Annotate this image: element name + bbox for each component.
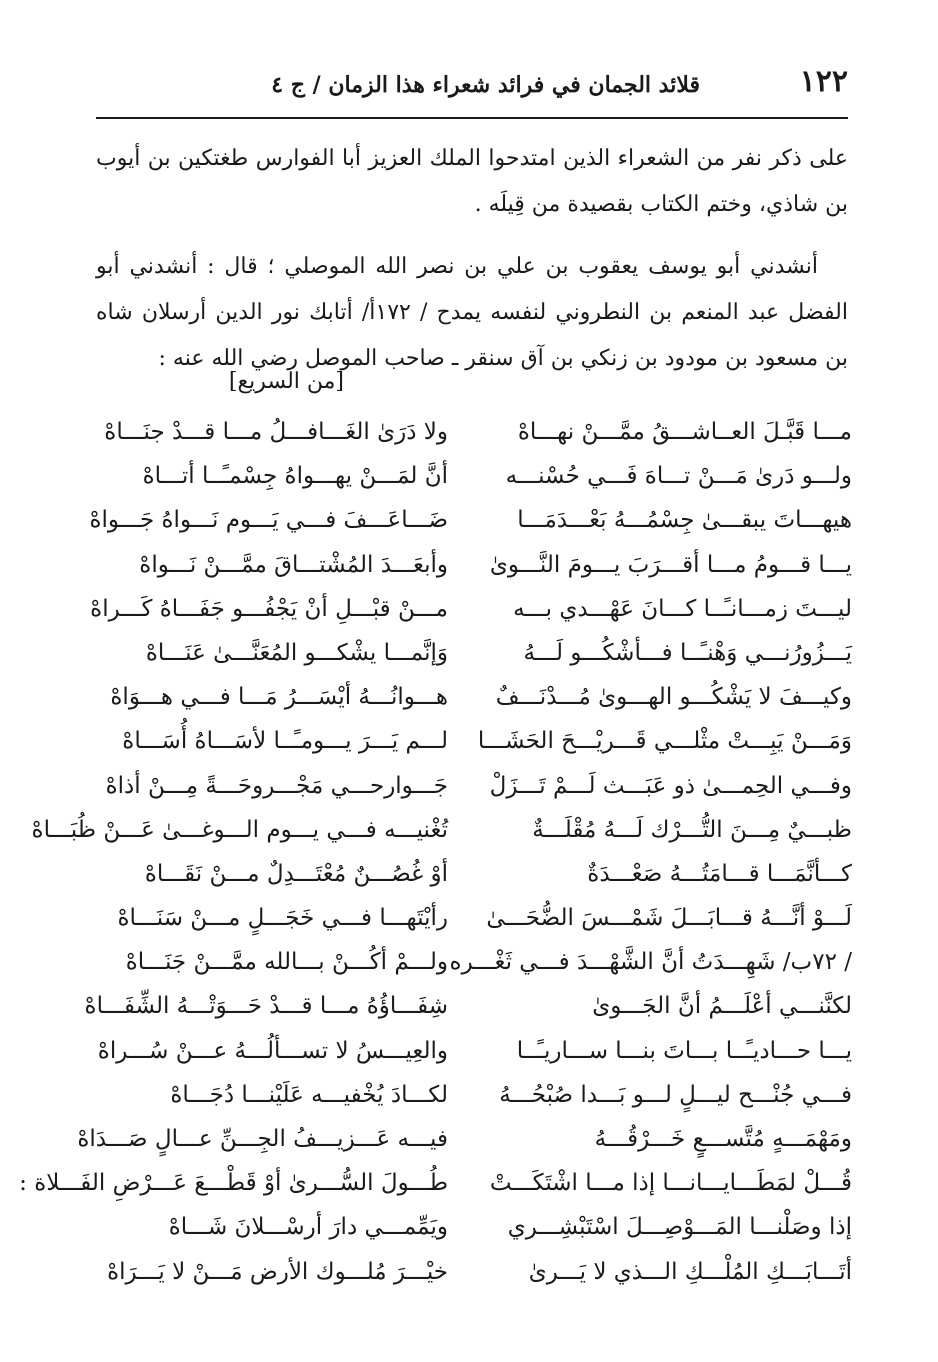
verse-first-hemistich: فـــي جُنْـــح ليـــلٍ لـــو بَـــدا صُبْحُـــهُ xyxy=(499,1081,852,1108)
verse-second-hemistich: خيْـــرَ مُلـــوك الأرض مَـــنْ لا يَـــرَاهْ xyxy=(107,1258,448,1285)
verse-line xyxy=(96,410,852,454)
verse-second-hemistich: أوْ غُصُـــنٌ مُعْتَـــدِلٌ مـــنْ نَقَـــاهْ xyxy=(144,860,448,887)
verse-first-hemistich: أتَـــابَـــكِ المُلْـــكِ الـــذي لا يَـــرىٰ xyxy=(528,1258,852,1285)
verse-first-hemistich: ولـــو دَرىٰ مَـــنْ تـــاهَ فَـــي حُسْنـــه xyxy=(505,463,852,490)
verse-line xyxy=(19,1161,852,1205)
verse-line xyxy=(96,543,852,587)
verse-first-hemistich: يـــا قـــومُ مـــا أقـــرَبَ يـــومَ النَّـــوىٰ xyxy=(489,551,852,578)
verse-first-hemistich: وكيـــفَ لا يَشْكُـــو الهـــوىٰ مُـــدْنَـــفٌ xyxy=(495,684,852,711)
verse-first-hemistich: وفـــي الحِمـــىٰ ذو عَبَـــث لَـــمْ تَـــزَلْ xyxy=(489,772,852,799)
verse-first-hemistich: هيهـــاتَ يبقـــىٰ جِسْمُـــهُ بَعْـــدَمَـــا xyxy=(517,507,852,534)
verse-first-hemistich: يَـــزُورُنـــي وَهْنـًــا فـــأشْكُـــو لَـــهُ xyxy=(523,639,852,666)
verse-line xyxy=(96,764,852,808)
verse-line xyxy=(96,896,852,940)
verse-second-hemistich: ويَمِّمـــي دارَ أرسْـــلانَ شَـــاهْ xyxy=(168,1214,448,1241)
verse-second-hemistich: ولـــمْ أكُـــنْ بـــالله ممَّـــنْ جَنَـــاهْ xyxy=(125,949,448,976)
verse-second-hemistich: هـــوانُـــهُ أيْسَـــرُ مَـــا فـــي هـــوَاهْ xyxy=(110,684,448,711)
isnad-paragraph-text: أنشدني أبو يوسف يعقوب بن علي بن نصر الله الموصلي ؛ قال : أنشدني أبو الفضل عبد المنعم بن النطروني لنفسه يمدح / ١٧٢أ/ أتابك نور الدين أرسلان شاه بن مسعود بن مودود بن زنكي بن آق سنقر ـ صاحب الموصل رضي الله عنه : xyxy=(96,254,848,371)
running-title: قلائد الجمان في فرائد شعراء هذا الزمان / ج ٤ xyxy=(271,72,700,98)
verse-second-hemistich: وَإنَّمـــا يشْكـــو المُعَنَّـــىٰ عَنَـــاهْ xyxy=(145,639,448,666)
header-rule xyxy=(96,117,848,119)
verse-second-hemistich: لـــم يَـــرَ يـــومـًــا لأسَـــاهُ أُسَـــاهْ xyxy=(122,728,448,755)
poem xyxy=(19,410,852,1294)
verse-line xyxy=(96,675,852,719)
verse-first-hemistich: ومَهْمَـــهٍ مُتَّســـعٍ خَـــرْقُـــهُ xyxy=(594,1126,852,1152)
verse-second-hemistich: تُغْنيـــه فـــي يـــوم الـــوغـــىٰ عَـــنْ ظُبَـــاهْ xyxy=(31,816,448,843)
verse-line xyxy=(90,587,852,631)
verse-first-hemistich: / ٧٢ب/ شَهِـــدَتُ أنَّ الشَّهْـــدَ فـــي ثَغْـــره xyxy=(449,949,852,976)
verse-second-hemistich: مـــنْ قبْـــلِ أنْ يَجْفُـــو جَفَـــاهُ كَـــراهْ xyxy=(90,595,448,622)
verse-first-hemistich: ظبـــيٌ مِـــنَ التُّـــرْك لَـــهُ مُقْلَـــةٌ xyxy=(532,816,852,843)
page-header xyxy=(96,62,848,108)
verse-line xyxy=(96,1205,852,1249)
verse-second-hemistich: والعِيـــسُ لا تســـألُـــهُ عـــنْ سُـــراهْ xyxy=(97,1037,448,1064)
verse-line xyxy=(96,852,852,896)
verse-first-hemistich: كـــأنَّمَـــا قـــامَتُـــهُ صَعْـــدَةٌ xyxy=(587,860,852,887)
verse-second-hemistich: ولا دَرَىٰ الغَـــافـــلُ مـــا قـــدْ جنَـــاهْ xyxy=(104,419,448,445)
isnad-paragraph xyxy=(96,244,848,382)
verse-second-hemistich: فيـــه عَـــزيـــفُ الجِـــنِّ عـــالٍ صَـــدَاهْ xyxy=(77,1126,448,1152)
poem-meter: [من السريع] xyxy=(228,369,344,394)
verse-first-hemistich: إذا وصَلْنـــا المَـــوْصِـــلَ اسْتَبْشِـــري xyxy=(507,1214,852,1241)
verse-line xyxy=(77,1117,852,1161)
verse-second-hemistich: أنَّ لمَـــنْ يهـــواهُ جِسْمـًــا أتـــاهْ xyxy=(142,463,448,490)
verse-line xyxy=(31,808,852,852)
page-number: ١٢٢ xyxy=(799,64,848,99)
verse-first-hemistich: وَمَـــنْ يَبِـــتْ مثْلـــي قَـــريْـــحَ الحَشَـــا xyxy=(477,728,852,755)
intro-paragraph xyxy=(96,136,848,228)
verse-line xyxy=(96,631,852,675)
verse-line xyxy=(96,1250,852,1294)
verse-line xyxy=(84,984,852,1028)
verse-second-hemistich: لكـــادَ يُخْفيـــه عَلَيْنـــا دُجَـــاهْ xyxy=(170,1081,448,1108)
verse-first-hemistich: قُـــلْ لمَطَـــايـــانـــا إذا مـــا اشْتَكَـــتْ xyxy=(489,1170,852,1197)
verse-first-hemistich: يـــا حـــاديـًــا بـــاتَ بنـــا ســـاريـًــا xyxy=(516,1037,852,1064)
verse-line xyxy=(96,719,852,763)
verse-line xyxy=(96,454,852,498)
verse-second-hemistich: جَـــوارحـــي مَجْـــروحَـــةً مِـــنْ أذاهْ xyxy=(105,772,448,799)
verse-second-hemistich: شِفَـــاؤُهُ مـــا قـــدْ حَـــوَتْـــهُ الشِّفَـــاهْ xyxy=(84,993,448,1020)
verse-first-hemistich: ليـــتَ زمـــانـًــا كـــانَ عَهْـــدي بـــه xyxy=(513,595,852,622)
verse-second-hemistich: رأيْتَهـــا فـــي خَجَـــلٍ مـــنْ سَنَـــاهْ xyxy=(117,905,448,932)
intro-paragraph-text: على ذكر نفر من الشعراء الذين امتدحوا الملك العزيز أبا الفوارس طغتكين بن أيوب بن شاذي، وختم الكتاب بقصيدة من قِيلَه . xyxy=(96,146,848,217)
verse-second-hemistich: ضَـــاعَـــفَ فـــي يَـــوم نَـــواهُ جَـــواهْ xyxy=(89,507,448,534)
verse-first-hemistich: لَـــوْ أنَّـــهُ قـــابَـــلَ شَمْـــسَ الضُّحَـــىٰ xyxy=(486,905,852,932)
verse-first-hemistich: مـــا قَبَّـلَ العــاشـــقُ ممَّـــنْ نهـــاهْ xyxy=(517,419,852,445)
verse-line xyxy=(96,1073,852,1117)
verse-line xyxy=(96,940,852,984)
verse-second-hemistich: طُـــولَ السُّـــرىٰ أوْ قَطْـــعَ عَـــرْضِ الفَـــلاة : xyxy=(19,1170,448,1197)
verse-line xyxy=(96,1029,852,1073)
verse-line xyxy=(89,498,852,542)
verse-second-hemistich: وأبعَـــدَ المُشْتـــاقَ ممَّـــنْ نَـــواهْ xyxy=(139,551,448,578)
verse-first-hemistich: لكنَّنـــي أعْلَـــمُ أنَّ الجَـــوىٰ xyxy=(592,993,852,1020)
